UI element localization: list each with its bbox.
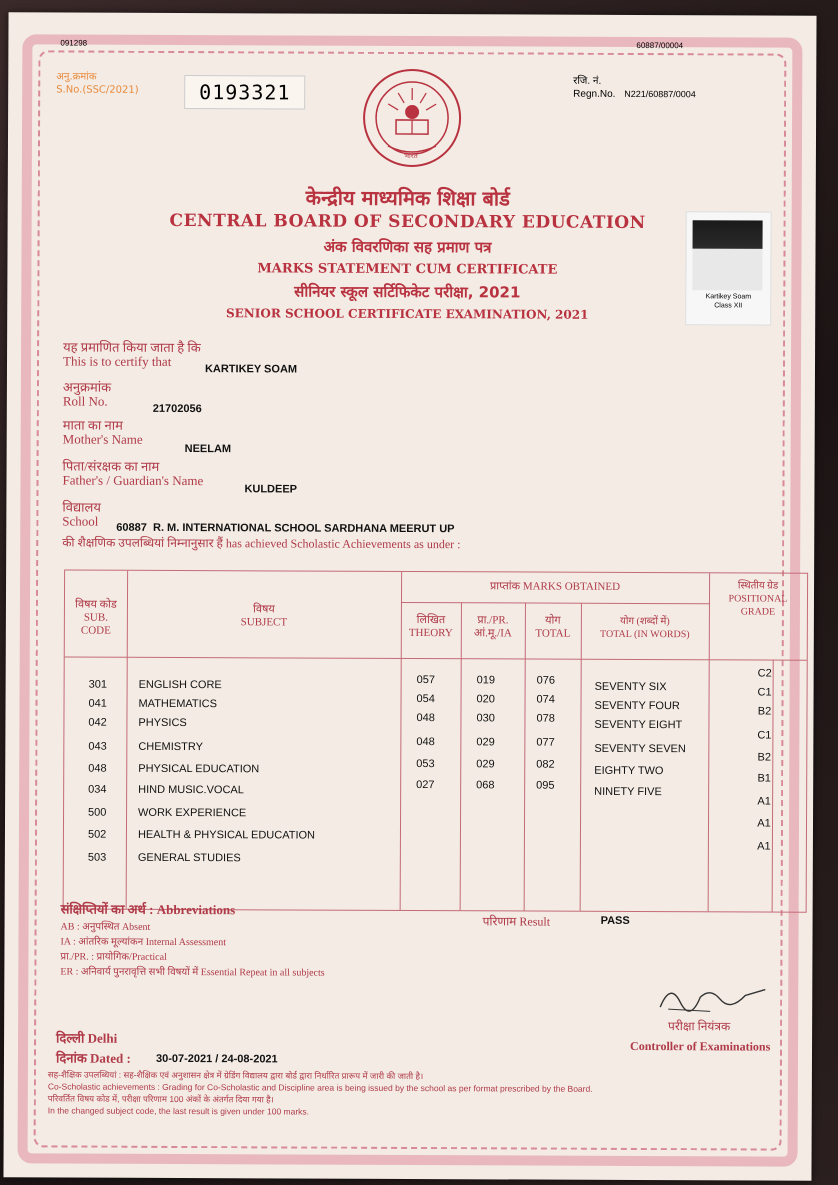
header-sub-code (65, 598, 127, 637)
cell-pr: 029 (476, 758, 495, 771)
header-subject-en: SUBJECT (240, 616, 288, 629)
result-label: परिणाम Result (482, 914, 551, 929)
controller-hindi: परीक्षा नियंत्रक (668, 1019, 731, 1034)
title-hindi: केन्द्रीय माध्यमिक शिक्षा बोर्ड (305, 185, 510, 211)
father-label (62, 459, 203, 488)
mother-name: NEELAM (184, 443, 232, 456)
header-grade (709, 579, 807, 618)
emblem-caption: भारत (404, 151, 418, 161)
certify-label-hi: यह प्रमाणित किया जाता है कि (63, 339, 201, 356)
regn-label-hi: रजि. नं. (573, 75, 602, 87)
serial-number: 0193321 (184, 75, 305, 110)
cell-total: 077 (536, 736, 555, 749)
exam-hindi: सीनियर स्कूल सर्टिफिकेट परीक्षा, 2021 (294, 282, 521, 302)
cell-theory: 048 (416, 712, 435, 725)
regn-label-en: Regn.No. (573, 88, 616, 100)
cell-subject: PHYSICAL EDUCATION (138, 762, 260, 776)
cell-grade: B2 (757, 705, 772, 718)
header-theory-hi: लिखित (416, 614, 446, 627)
header-sub-code-hi: विषय कोड (75, 598, 117, 611)
photo-caption-class: Class XII (714, 302, 743, 310)
school-label (62, 500, 101, 528)
header-total-words (581, 615, 709, 642)
cell-pr: 019 (476, 674, 496, 687)
cell-theory: 054 (416, 693, 435, 706)
cell-words: SEVENTY SEVEN (594, 742, 686, 756)
cell-subject: HEALTH & PHYSICAL EDUCATION (137, 828, 316, 842)
cell-total: 074 (536, 693, 555, 706)
cell-code: 043 (88, 740, 107, 753)
cell-subject: GENERAL STUDIES (137, 851, 241, 865)
signature-icon (650, 977, 770, 1018)
header-theory (401, 614, 461, 640)
result-value: PASS (600, 914, 630, 927)
header-practical-en: आं.मू./IA (473, 627, 512, 640)
cell-code: 500 (88, 806, 107, 819)
cell-words: SEVENTY FOUR (594, 699, 680, 713)
roll-label-en: Roll No. (62, 393, 108, 409)
header-sub-code-en-1: SUB. (83, 611, 109, 624)
abbreviations-title: संक्षिप्तियों का अर्थ : Abbreviations (60, 901, 236, 918)
abbr-absent: AB : अनुपस्थित Absent (60, 921, 151, 933)
cell-code: 503 (87, 851, 107, 864)
school-label-en: School (62, 513, 99, 529)
header-theory-en: THEORY (408, 626, 453, 640)
header-total-hi: योग (545, 614, 561, 627)
cell-total: 078 (536, 712, 555, 725)
title-english: CENTRAL BOARD OF SECONDARY EDUCATION (169, 210, 646, 234)
cell-words: SEVENTY EIGHT (594, 718, 683, 732)
cell-grade: B2 (757, 751, 772, 764)
cell-grade: A1 (757, 817, 771, 830)
dated-value: 30-07-2021 / 24-08-2021 (155, 1052, 278, 1066)
cell-pr: 030 (476, 712, 495, 725)
cell-subject: WORK EXPERIENCE (138, 806, 247, 820)
place: दिल्ली Delhi (56, 1030, 118, 1046)
mother-label (63, 418, 143, 446)
cell-grade: C1 (757, 686, 772, 699)
note-4: In the changed subject code, the last result is given under 100 marks. (47, 1105, 310, 1117)
header-subject-hi: विषय (253, 603, 275, 616)
cell-subject: PHYSICS (138, 716, 187, 730)
school-name: R. M. INTERNATIONAL SCHOOL SARDHANA MEERUT UP (152, 521, 455, 536)
cell-grade: A1 (757, 795, 771, 808)
subtitle-english: MARKS STATEMENT CUM CERTIFICATE (257, 261, 558, 278)
certify-label-en: This is to certify that (62, 353, 172, 369)
student-photo-image (692, 220, 762, 290)
mother-label-hi: माता का नाम (62, 417, 123, 433)
cell-code: 301 (88, 678, 107, 691)
cell-pr: 029 (476, 736, 495, 749)
cell-theory: 057 (416, 674, 436, 687)
header-practical-hi: प्रा./PR. (477, 614, 509, 627)
notes (48, 1068, 788, 1119)
header-grade-hi: स्थितीय ग्रेड (737, 580, 779, 592)
header-sub-code-en-2: CODE (80, 624, 111, 637)
father-label-en: Father's / Guardian's Name (62, 472, 204, 489)
cell-subject: ENGLISH CORE (138, 678, 222, 692)
cell-code: 034 (88, 783, 107, 796)
header-total-en: TOTAL (535, 627, 571, 640)
header-grade-en-2: GRADE (740, 606, 776, 618)
regn-number: N221/60887/0004 (624, 88, 696, 100)
top-left-code: 091298 (60, 38, 88, 48)
roll-number: 21702056 (152, 402, 202, 416)
father-label-hi: पिता/संरक्षक का नाम (62, 458, 160, 474)
certify-label (63, 340, 201, 369)
cell-subject: HIND MUSIC.VOCAL (138, 783, 244, 797)
marksheet-paper (3, 12, 816, 1181)
cell-subject: MATHEMATICS (138, 697, 217, 711)
abbr-er: ER : अनिवार्य पुनरावृत्ति सभी विषयों में Essential Repeat in all subjects (60, 966, 325, 979)
achieved-label-en: has achieved Scholastic Achievements as under : (225, 536, 461, 552)
mother-label-en: Mother's Name (62, 431, 143, 447)
srno-label-en: S.No.(SSC/2021) (56, 84, 139, 96)
student-photo (685, 211, 771, 325)
dated-label: दिनांक Dated : (55, 1050, 131, 1066)
cell-grade: C2 (757, 667, 772, 680)
note-2: Co-Scholastic achievements : Grading for Co-Scholastic and Discipline area is being issued by the school as per format prescribed by the Board. (47, 1081, 593, 1094)
student-name: KARTIKEY SOAM (204, 363, 298, 376)
regn-label (573, 75, 696, 102)
cell-words: SEVENTY SIX (594, 680, 667, 694)
note-1: सह-शैक्षिक उपलब्धियां : सह-शैक्षिक एवं अनुशासन क्षेत्र में ग्रेडिंग विद्यालय द्वारा बोर्ड द्वारा निर्धारित प्रारूप में जारी की जाती है। (47, 1069, 424, 1082)
header-marks-obtained: प्राप्तांक MARKS OBTAINED (490, 580, 621, 593)
header-grade-en-1: POSITIONAL (728, 593, 788, 605)
achieved-label-hi: की शैक्षणिक उपलब्धियां निम्नानुसार हैं (62, 535, 223, 551)
cell-theory: 053 (416, 758, 435, 771)
cell-code: 502 (87, 828, 107, 841)
cell-grade: A1 (757, 840, 771, 853)
top-right-code: 60887/00004 (636, 40, 684, 51)
exam-english: SENIOR SCHOOL CERTIFICATE EXAMINATION, 2021 (225, 306, 589, 322)
school-label-hi: विद्यालय (62, 499, 101, 515)
cell-code: 042 (88, 716, 107, 729)
subtitle-hindi: अंक विवरणिका सह प्रमाण पत्र (323, 237, 492, 257)
roll-label (63, 380, 111, 408)
srno-label (56, 70, 139, 96)
marks-table (63, 569, 808, 912)
cell-words: EIGHTY TWO (594, 764, 664, 778)
father-name: KULDEEP (244, 483, 298, 496)
cell-theory: 048 (416, 736, 435, 749)
srno-label-hi: अनु.क्रमांक (56, 71, 97, 83)
header-total-words-en: TOTAL (IN WORDS) (600, 628, 690, 641)
cell-total: 095 (536, 779, 555, 792)
header-subject (127, 603, 401, 630)
header-practical (461, 614, 525, 640)
roll-label-hi: अनुक्रमांक (62, 379, 112, 395)
cell-pr: 068 (476, 779, 495, 792)
achieved-label (62, 535, 460, 551)
header-total (525, 615, 581, 641)
cell-subject: CHEMISTRY (138, 740, 203, 754)
cell-theory: 027 (416, 779, 435, 792)
abbr-practical: प्रा./PR. : प्रायोगिक/Practical (60, 951, 167, 963)
school-info (116, 522, 454, 535)
cell-code: 048 (88, 762, 107, 775)
cell-grade: C1 (757, 729, 772, 742)
cell-code: 041 (88, 697, 107, 710)
cell-total: 076 (536, 674, 556, 687)
school-code: 60887 (116, 521, 147, 534)
cell-words: NINETY FIVE (594, 785, 662, 799)
cell-total: 082 (536, 758, 555, 771)
header-total-words-hi: योग (शब्दों में) (620, 615, 670, 628)
note-3: परिवर्तित विषय कोड में, परीक्षा परिणाम 100 अंकों के अंतर्गत दिया गया है। (47, 1093, 274, 1105)
cell-pr: 020 (476, 693, 495, 706)
cell-grade: B1 (757, 772, 771, 785)
abbreviations-list (60, 919, 325, 980)
controller-english: Controller of Examinations (630, 1038, 771, 1054)
abbr-ia: IA : आंतरिक मूल्यांकन Internal Assessment (60, 936, 227, 949)
photo-caption-name: Kartikey Soam (705, 293, 752, 301)
